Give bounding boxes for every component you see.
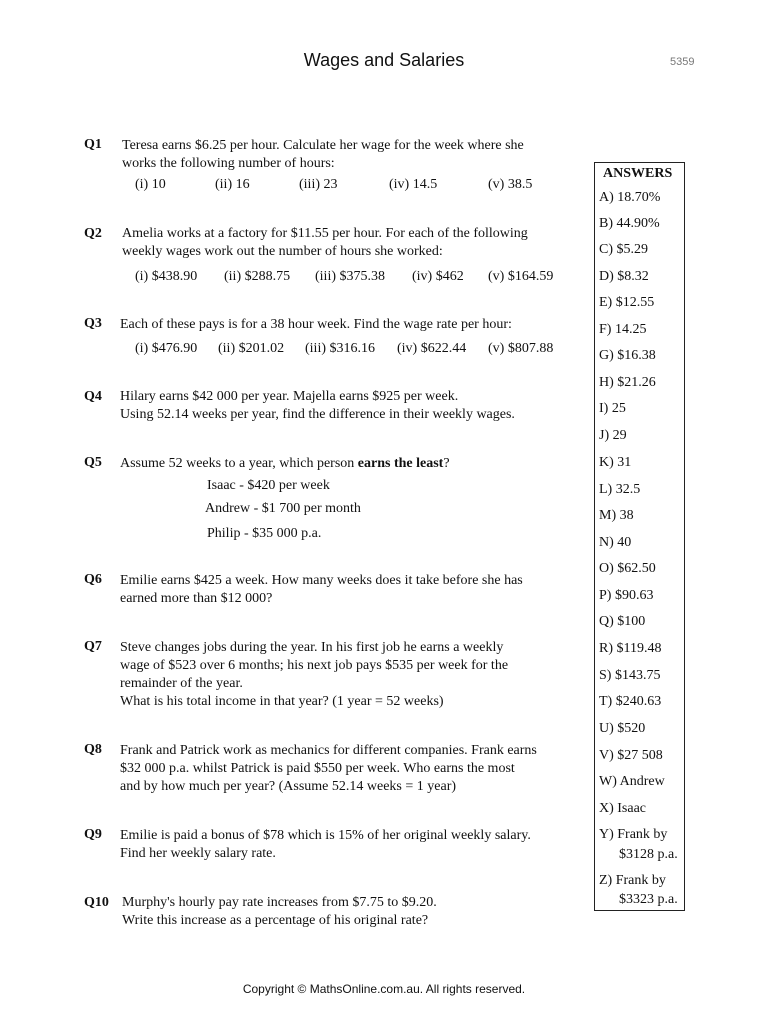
answer-item: A) 18.70% [599,190,661,205]
part: (iii) $316.16 [305,341,375,356]
answer-item: S) $143.75 [599,668,661,683]
part: (i) $476.90 [135,341,198,356]
question-line: $32 000 p.a. whilst Patrick is paid $550 per week. Who earns the most [120,761,515,776]
answer-item: W) Andrew [599,774,665,789]
question-number-7: Q7 [84,639,102,654]
question-line: Hilary earns $42 000 per year. Majella earns $925 per week. [120,389,459,404]
question-text: ? [443,456,450,471]
question-line: Teresa earns $6.25 per hour. Calculate her wage for the week where she [122,138,524,153]
answer-item: R) $119.48 [599,641,662,656]
part: (iii) 23 [299,177,338,192]
question-line: What is his total income in that year? (1 year = 52 weeks) [120,694,444,709]
answer-item: N) 40 [599,535,632,550]
answer-item: U) $520 [599,721,646,736]
answer-item: Z) Frank by [599,873,666,888]
question-number-4: Q4 [84,389,102,404]
part: (ii) $201.02 [218,341,285,356]
part: (iv) $462 [412,269,464,284]
question-number-10: Q10 [84,895,109,910]
question-number-2: Q2 [84,226,102,241]
question-text-3 [120,316,512,334]
worksheet-code: 5359 [670,56,695,68]
answers-heading: ANSWERS [603,166,673,181]
question-line: Frank and Patrick work as mechanics for different companies. Frank earns [120,743,537,758]
question-line: works the following number of hours: [122,156,335,171]
question-number-8: Q8 [84,742,102,757]
question-number-3: Q3 [84,316,102,331]
question-line: Using 52.14 weeks per year, find the difference in their weekly wages. [120,407,515,422]
answer-item: H) $21.26 [599,375,656,390]
part: (ii) $288.75 [224,269,291,284]
question-line: Write this increase as a percentage of his original rate? [122,913,429,928]
question-line: Find her weekly salary rate. [120,846,276,861]
question-text-6 [120,572,523,608]
answer-item: J) 29 [599,428,627,443]
answer-item: I) 25 [599,401,626,416]
question-number-6: Q6 [84,572,102,587]
answers-box [594,162,685,911]
question-text-8 [120,742,537,796]
question-text-1 [122,137,524,173]
question-line: Each of these pays is for a 38 hour week. Find the wage rate per hour: [120,317,512,332]
question-text-4 [120,388,515,424]
answer-item: V) $27 508 [599,748,663,763]
answer-item: K) 31 [599,455,632,470]
answer-item: O) $62.50 [599,561,656,576]
answer-item: Q) $100 [599,614,646,629]
question-text-7 [120,639,508,711]
question-line: wage of $523 over 6 months; his next job pays $535 per week for the [120,658,509,673]
page-title: Wages and Salaries [303,50,465,70]
answer-item: L) 32.5 [599,482,641,497]
question-line: remainder of the year. [120,676,243,691]
question-line: weekly wages work out the number of hours she worked: [122,244,443,259]
person-option: Isaac - $420 per week [207,478,330,493]
answer-item-continued: $3128 p.a. [619,847,678,862]
question-line: Murphy's hourly pay rate increases from $7.75 to $9.20. [122,895,437,910]
answer-item: G) $16.38 [599,348,656,363]
question-text-5 [120,455,450,473]
answer-item: E) $12.55 [599,295,655,310]
answer-item: M) 38 [599,508,634,523]
question-number-5: Q5 [84,455,102,470]
answer-item: C) $5.29 [599,242,648,257]
answer-item: P) $90.63 [599,588,654,603]
part: (i) 10 [135,177,166,192]
question-line: earned more than $12 000? [120,591,273,606]
question-line: Steve changes jobs during the year. In his first job he earns a weekly [120,640,504,655]
part: (i) $438.90 [135,269,198,284]
emphasis-text: earns the least [357,456,444,471]
part: (v) 38.5 [488,177,533,192]
part: (v) $164.59 [488,269,554,284]
person-option: Andrew - $1 700 per month [205,501,361,516]
answer-item: F) 14.25 [599,322,647,337]
question-line: and by how much per year? (Assume 52.14 weeks = 1 year) [120,779,457,794]
question-number-1: Q1 [84,137,102,152]
part: (iii) $375.38 [315,269,385,284]
part: (v) $807.88 [488,341,554,356]
question-line: Emilie is paid a bonus of $78 which is 15% of her original weekly salary. [120,828,531,843]
question-text-2 [122,225,528,261]
question-text-10 [122,894,437,930]
answer-item: D) $8.32 [599,269,649,284]
question-text: Assume 52 weeks to a year, which person [120,456,358,471]
answer-item: X) Isaac [599,801,647,816]
answer-item-continued: $3323 p.a. [619,892,678,907]
part: (ii) 16 [215,177,250,192]
copyright-footer: Copyright © MathsOnline.com.au. All rights reserved. [242,982,526,996]
person-option: Philip - $35 000 p.a. [207,526,322,541]
question-line: Amelia works at a factory for $11.55 per hour. For each of the following [122,226,528,241]
part: (iv) 14.5 [389,177,438,192]
question-line: Emilie earns $425 a week. How many weeks does it take before she has [120,573,523,588]
part: (iv) $622.44 [397,341,467,356]
question-text-9 [120,827,531,863]
answer-item: B) 44.90% [599,216,660,231]
answer-item: Y) Frank by [599,827,668,842]
question-number-9: Q9 [84,827,102,842]
answer-item: T) $240.63 [599,694,662,709]
